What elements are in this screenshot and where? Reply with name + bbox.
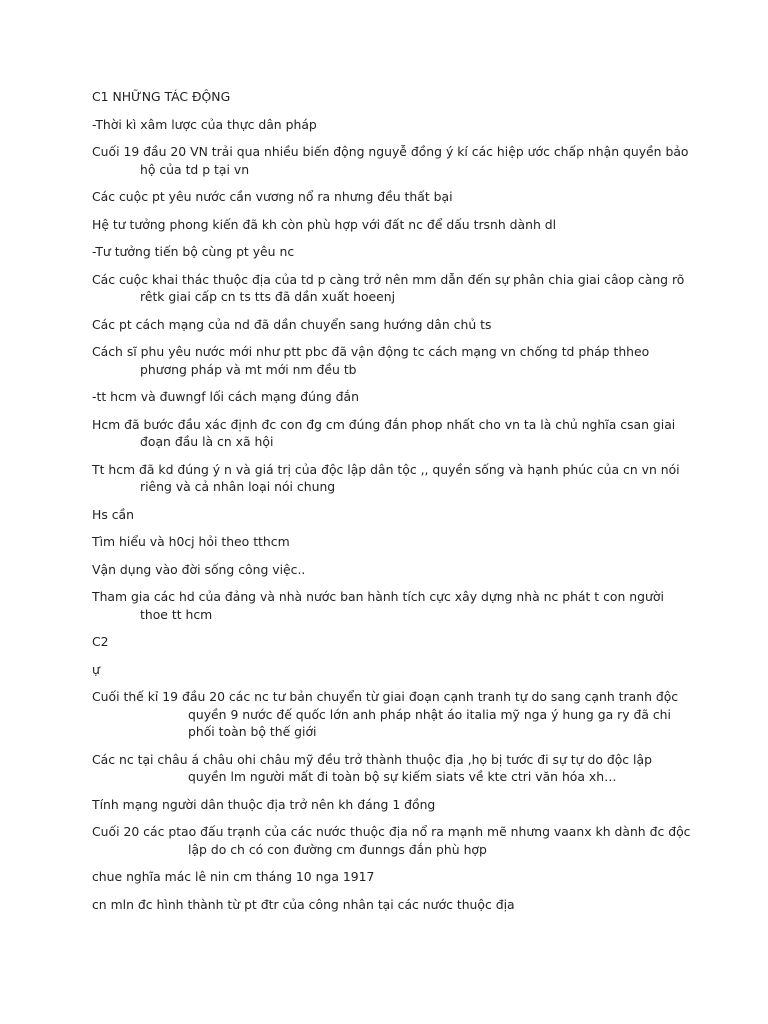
paragraph: Các cuộc khai thác thuộc địa của td p càng trở nên mm dẫn đến sự phân chia giai câop càng rõ rêtk giai cấp cn ts tts đã dần xuất hoeenj <box>92 271 685 304</box>
paragraph: Vận dụng vào đời sống công việc.. <box>92 561 306 577</box>
paragraph: Tìm hiểu và h0cj hỏi theo tthcm <box>92 534 290 549</box>
paragraph: Cuối thế kỉ 19 đầu 20 các nc tư bản chuyển từ giai đoạn cạnh tranh tự do sang cạnh tranh độc quyền 9 nước đế quốc lớn anh pháp nhật áo italia mỹ nga ý hung ga ry đã chi phối toàn bộ thế giới <box>92 689 679 739</box>
paragraph: Các cuộc pt yêu nước cần vương nổ ra nhưng đều thất bại <box>92 189 453 204</box>
paragraph: Hs cần <box>92 506 134 522</box>
paragraph: Cuối 19 đầu 20 VN trải qua nhiều biến động nguyễ đồng ý kí các hiệp ước chấp nhận quyền bảo hộ của td p tại vn <box>92 144 689 177</box>
paragraph: Các pt cách mạng của nd đã dần chuyển sang hướng dân chủ ts <box>92 316 492 332</box>
paragraph: Hệ tư tưởng phong kiến đã kh còn phù hợp với đất nc để dấu trsnh dành dl <box>92 216 557 232</box>
section-heading: C2 <box>92 634 109 649</box>
paragraph: Tham gia các hd của đảng và nhà nước ban hành tích cực xây dựng nhà nc phát t con người thoe tt hcm <box>92 589 664 622</box>
paragraph: Các nc tại châu á châu ohi châu mỹ đều trở thành thuộc địa ,họ bị tước đi sự tự do độc lập quyền lm người mất đi toàn bộ sự kiếm siats về kte ctri văn hóa xh… <box>92 751 652 784</box>
paragraph: ự <box>92 661 100 677</box>
paragraph: Cách sĩ phu yêu nước mới như ptt pbc đã vận động tc cách mạng vn chống td pháp thheo phương pháp và mt mới nm đều tb <box>92 344 650 377</box>
paragraph: Cuối 20 các ptao đấu trạnh của các nước thuộc địa nổ ra mạnh mẽ nhưng vaanx kh dành đc độc lập do ch có con đường cm đunngs đắn phù hợp <box>92 824 691 857</box>
paragraph: Hcm đã bước đầu xác định đc con đg cm đúng đắn phop nhất cho vn ta là chủ nghĩa csan giai đoạn đầu là cn xã hội <box>92 416 676 449</box>
paragraph: Tính mạng người dân thuộc địa trở nên kh đáng 1 đồng <box>92 796 436 812</box>
section-heading: C1 NHỮNG TÁC ĐỘNG <box>92 89 231 104</box>
paragraph: -tt hcm và đuwngf lối cách mạng đúng đắn <box>92 389 359 404</box>
paragraph: chue nghĩa mác lê nin cm tháng 10 nga 1917 <box>92 869 375 884</box>
paragraph: cn mln đc hình thành từ pt đtr của công nhân tại các nước thuộc địa <box>92 896 515 912</box>
document-body <box>92 88 692 923</box>
paragraph: -Thời kì xâm lược của thực dân pháp <box>92 116 317 132</box>
paragraph: Tt hcm đã kd đúng ý n và giá trị của độc lập dân tộc ,, quyền sống và hạnh phúc của cn vn nói riêng và cả nhân loại nói chung <box>92 461 680 494</box>
paragraph: -Tư tưởng tiến bộ cùng pt yêu nc <box>92 244 295 259</box>
